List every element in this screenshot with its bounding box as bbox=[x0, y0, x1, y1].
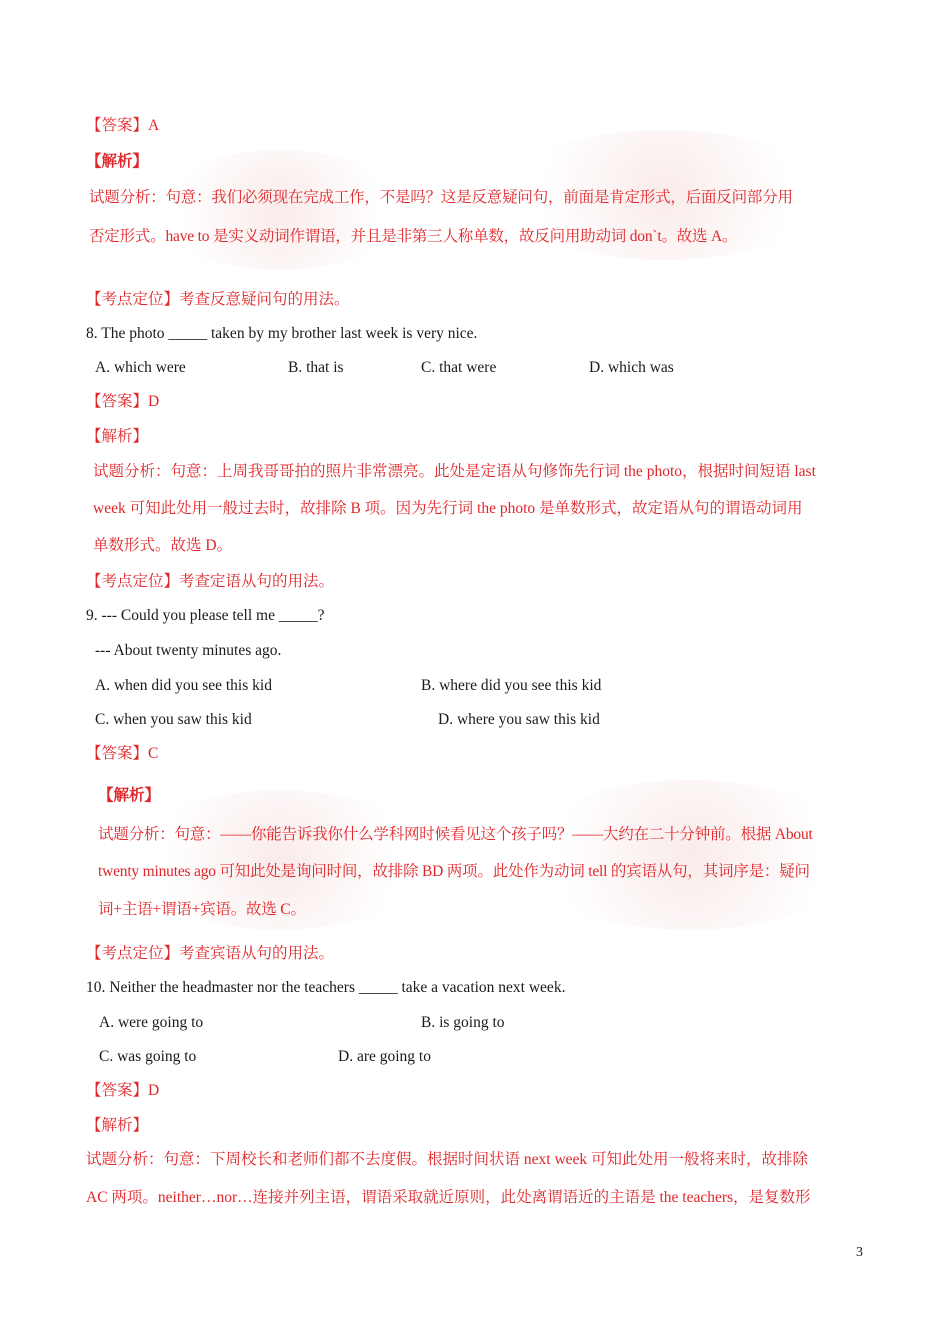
q7-answer: 【答案】A bbox=[86, 117, 160, 134]
q8-analysis-line-1: 试题分析：句意：上周我哥哥拍的照片非常漂亮。此处是定语从句修饰先行词 the photo，根据时间短语 last bbox=[93, 463, 816, 480]
q8-analysis-line-2: week 可知此处用一般过去时，故排除 B 项。因为先行词 the photo 是单数形式，故定语从句的谓语动词用 bbox=[93, 500, 803, 517]
q9-stem: 9. --- Could you please tell me _____? bbox=[86, 607, 325, 624]
q7-analysis-line-2: 否定形式。have to 是实义动词作谓语，并且是非第三人称单数，故反问用助动词 don`t。故选 A。 bbox=[89, 228, 738, 245]
q9-option-c: C. when you saw this kid bbox=[95, 711, 252, 728]
q9-analysis-line-2: twenty minutes ago 可知此处是询问时间，故排除 BD 两项。此处作为动词 tell 的宾语从句，其词序是：疑问 bbox=[98, 863, 810, 880]
q10-option-c: C. was going to bbox=[99, 1048, 197, 1065]
q8-option-b: B. that is bbox=[288, 359, 344, 376]
q10-analysis-heading: 【解析】 bbox=[86, 1117, 149, 1134]
q8-option-c: C. that were bbox=[421, 359, 497, 376]
q8-option-d: D. which was bbox=[589, 359, 674, 376]
q10-analysis-line-2: AC 两项。neither…nor…连接并列主语，谓语采取就近原则，此处离谓语近的主语是 the teachers，是复数形 bbox=[86, 1189, 811, 1206]
q9-option-d: D. where you saw this kid bbox=[438, 711, 600, 728]
q9-answer: 【答案】C bbox=[86, 745, 159, 762]
watermark bbox=[150, 150, 410, 270]
q7-analysis-heading: 【解析】 bbox=[86, 153, 149, 170]
q8-answer: 【答案】D bbox=[86, 393, 160, 410]
q9-reply: --- About twenty minutes ago. bbox=[95, 642, 282, 659]
q9-key-point: 【考点定位】考查宾语从句的用法。 bbox=[86, 945, 335, 962]
q10-option-a: A. were going to bbox=[99, 1014, 204, 1031]
q8-option-a: A. which were bbox=[95, 359, 186, 376]
q7-key-point: 【考点定位】考查反意疑问句的用法。 bbox=[86, 291, 350, 308]
watermark bbox=[520, 780, 860, 930]
q8-analysis-line-3: 单数形式。故选 D。 bbox=[93, 537, 233, 554]
q9-analysis-line-3: 词+主语+谓语+宾语。故选 C。 bbox=[98, 901, 306, 918]
q9-option-a: A. when did you see this kid bbox=[95, 677, 272, 694]
q8-key-point: 【考点定位】考查定语从句的用法。 bbox=[86, 573, 335, 590]
q10-answer: 【答案】D bbox=[86, 1082, 160, 1099]
q7-analysis-line-1: 试题分析：句意：我们必须现在完成工作，不是吗？这是反意疑问句，前面是肯定形式，后面反问部分用 bbox=[89, 189, 793, 206]
q10-analysis-line-1: 试题分析：句意：下周校长和老师们都不去度假。根据时间状语 next week 可知此处用一般将来时，故排除 bbox=[86, 1151, 809, 1168]
page-number: 3 bbox=[856, 1245, 863, 1260]
q10-option-b: B. is going to bbox=[421, 1014, 505, 1031]
q8-analysis-heading: 【解析】 bbox=[86, 428, 149, 445]
q8-stem: 8. The photo _____ taken by my brother last week is very nice. bbox=[86, 325, 478, 342]
q10-stem: 10. Neither the headmaster nor the teachers _____ take a vacation next week. bbox=[86, 979, 566, 996]
q9-option-b: B. where did you see this kid bbox=[421, 677, 602, 694]
q9-analysis-heading: 【解析】 bbox=[98, 787, 161, 804]
q10-option-d: D. are going to bbox=[338, 1048, 431, 1065]
q9-analysis-line-1: 试题分析：句意：——你能告诉我你什么学科网时候看见这个孩子吗？——大约在二十分钟前。根据 About bbox=[98, 826, 813, 843]
